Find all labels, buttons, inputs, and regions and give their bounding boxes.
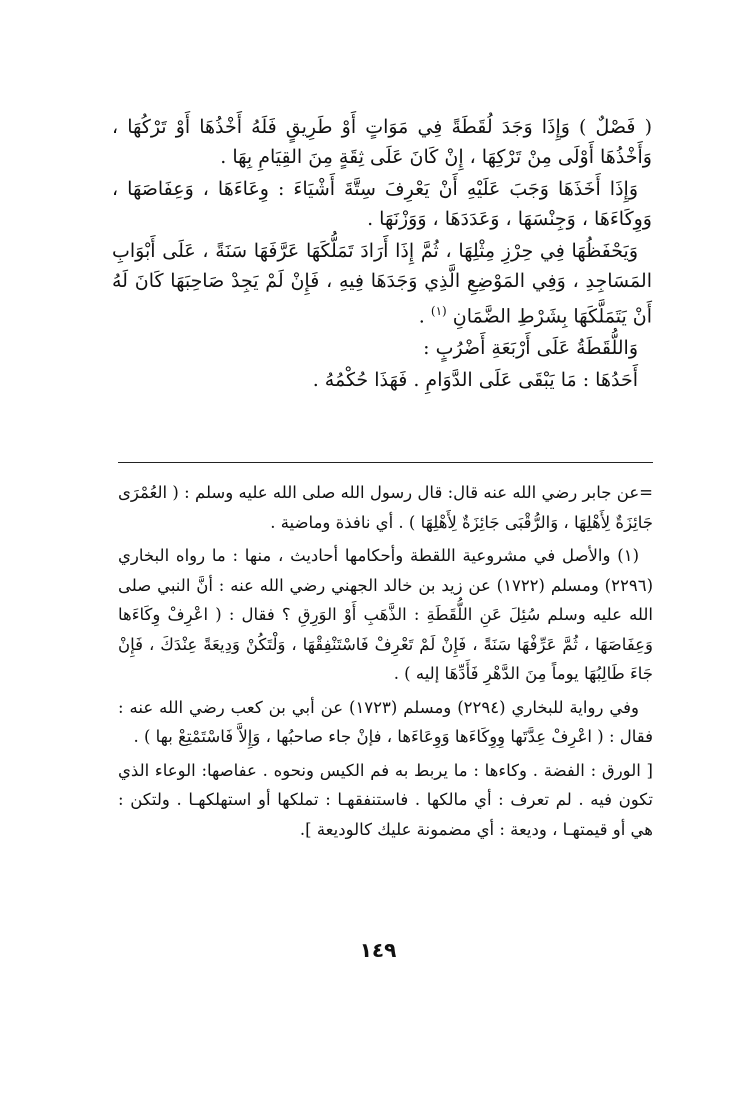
footnotes-section: [118, 478, 653, 848]
footnote-continuation: =عن جابر رضي الله عنه قال: قال رسول الله صلى الله عليه وسلم : ( العُمْرَى جَائِزَةٌ لِأَهْلِهَا ، وَالرُّقْبَى جَائِزَةٌ لِأَهْلِهَا ) . أي نافذة وماضية .: [118, 483, 653, 532]
paragraph-end-mark: .: [418, 305, 431, 328]
footnote-1-second-narration: وفي رواية للبخاري (٢٢٩٤) ومسلم (١٧٢٣) عن أبي بن كعب رضي الله عنه : فقال : ( اعْرِفْ عِدَّتَها وِوِكَاءَها وَوِعَاءَها ، فإنْ جاء صاحبُها ، وَإِلاَّ فَاسْتَمْتِعْ بها ) .: [118, 697, 653, 746]
paragraph-fasl: ( فَصْلٌ ) وَإِذَا وَجَدَ لُقَطَةً فِي مَوَاتٍ أَوْ طَرِيقٍ فَلَهُ أَخْذُهَا أَوْ تَرْكُهَا ، وَأَخْذُهَا أَوْلَى مِنْ تَرْكِهَا ، إِنْ كَانَ عَلَى ثِقَةٍ مِنَ القِيَامِ بِهَا .: [112, 116, 652, 168]
main-text: [112, 112, 652, 397]
footnote-divider: [118, 462, 653, 463]
paragraph-first-type: أَحَدُهَا : مَا يَبْقَى عَلَى الدَّوَامِ . فَهَذَا حُكْمُهُ .: [312, 369, 638, 392]
footnote-1: (١) والأصل في مشروعية اللقطة وأحكامها أحاديث ، منها : ما رواه البخاري (٢٢٩٦) ومسلم (١٧٢٢) عن زيد بن خالد الجهني رضي الله عنه : أنَّ النبي صلى الله عليه وسلم سُئِلَ عَنِ اللُّقَطَةِ : الذَّهَبِ أَوْ الوَرِقِ ؟ فقال : ( اعْرِفْ وِكَاءَها وَعِفَاصَهَا ، ثُمَّ عَرِّفْهَا سَنَةً ، فَإِنْ لَمْ تَعْرِفْ فَاسْتَنْفِقْهَا ، وَلْتَكُنْ وَدِيعَةً عِنْدَكَ ، فَإِنْ جَاءَ طَالِبُهَا يوماً مِنَ الدَّهْرِ فَأَدِّهَا إليه ) .: [118, 546, 653, 683]
footnote-1-glossary: [ الورق : الفضة . وكاءها : ما يربط به فم الكيس ونحوه . عفاصها: الوعاء الذي تكون فيه . لم تعرف : أي مالكها . فاستنفقهـا : تملكها أو استهلكهـا . ولتكن : هي أو قيمتهـا ، وديعة : أي مضمونة عليك كالوديعة ].: [118, 760, 653, 839]
paragraph-four-types: وَاللُّقَطَةُ عَلَى أَرْبَعَةِ أَضْرُبٍ :: [423, 337, 638, 360]
paragraph-keeping-text: وَيَحْفَظُهَا فِي حِرْزِ مِثْلِهَا ، ثُمَّ إِذَا أَرَادَ تَمَلُّكَهَا عَرَّفَهَا سَنَةً ، عَلَى أَبْوَابِ المَسَاجِدِ ، وَفِي المَوْضِعِ الَّذِي وَجَدَهَا فِيهِ ، فَإِنْ لَمْ يَجِدْ صَاحِبَهَا كَانَ لَهُ أَنْ يَتَمَلَّكَهَا بِشَرْطِ الضَّمَانِ: [112, 240, 652, 328]
footnote-reference: (١): [430, 304, 447, 318]
paragraph-knowing-six-things: وَإِذَا أَخَذَهَا وَجَبَ عَلَيْهِ أَنْ يَعْرِفَ سِتَّةَ أَشْيَاءَ : وِعَاءَهَا ، وَعِفَاصَهَا ، وَوِكَاءَهَا ، وَجِنْسَهَا ، وَعَدَدَهَا ، وَوَزْنَهَا .: [112, 178, 652, 230]
page-number: ١٤٩: [359, 938, 397, 962]
paragraph-keeping-and-announcing: [112, 236, 652, 331]
